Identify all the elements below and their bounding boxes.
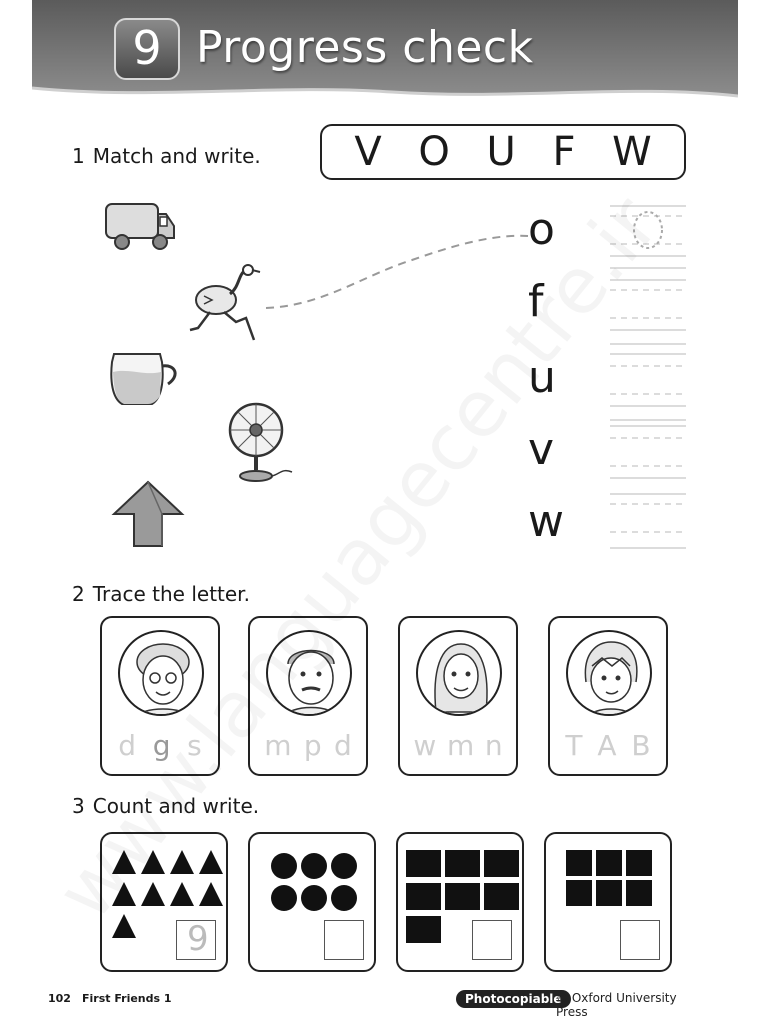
rectangle-shape [484,850,519,877]
letter-choice: A [597,729,617,762]
circle-shape [331,885,357,911]
trace-card [398,616,518,776]
match-letter: f [528,276,544,327]
answer-box[interactable] [620,920,660,960]
letter-choice: n [484,729,503,762]
book-title: First Friends 1 [82,992,172,1005]
section-2-instruction: Trace the letter. [92,582,250,606]
rectangle-shape [484,883,519,910]
photocopiable-badge: Photocopiable [456,990,571,1008]
woman-portrait [416,630,502,716]
letter-bank-item: F [552,129,576,175]
rectangle-shape [406,850,441,877]
match-letter: w [528,496,564,547]
letter-choice: w [413,729,437,762]
circle-shape [331,853,357,879]
square-shape [596,850,622,876]
letter-choices [400,729,516,762]
letter-choice: d [118,729,137,762]
page-header [32,0,738,104]
publisher: © Oxford University Press [556,991,677,1019]
traced-answer: 9 [187,919,209,959]
letter-choice: s [187,729,202,762]
square-shape [596,880,622,906]
triangle-shape [170,882,194,906]
fan-picture [226,396,296,486]
letter-choice: p [303,729,322,762]
section-1-instruction: Match and write. [92,144,261,168]
match-letter: v [528,424,555,475]
letter-choice: d [334,729,352,762]
letter-bank-item: W [612,129,652,175]
match-letter: u [528,352,556,403]
circle-shape [301,885,327,911]
triangle-shape [199,882,223,906]
unit-number-badge: 9 [114,18,180,80]
section-1-number: 1 [72,144,85,168]
section-1-heading [72,144,261,168]
count-card-circles [248,832,376,972]
section-2-heading [72,582,250,606]
square-shape [566,850,592,876]
rectangle-shape [406,916,441,943]
section-3-number: 3 [72,794,85,818]
example-match-line [262,226,532,316]
up-arrow-picture [110,478,186,550]
count-card-rectangles [396,832,524,972]
van-picture [100,196,180,256]
page-number: 102 [48,992,71,1005]
section-2-number: 2 [72,582,85,606]
letter-choice-traced: g [152,729,171,762]
answer-box[interactable] [176,920,216,960]
girl-portrait [566,630,652,716]
jug-of-water-picture [108,346,184,410]
letter-choice: m [264,729,292,762]
letter-choice: m [446,729,475,762]
count-card-squares [544,832,672,972]
page-title: Progress check [196,22,534,73]
letter-bank-item: O [418,129,450,175]
section-3-instruction: Count and write. [92,794,260,818]
circle-shape [271,853,297,879]
page-footer [48,990,688,1019]
letter-bank-item: U [486,129,516,175]
circle-shape [301,853,327,879]
rectangle-shape [445,883,480,910]
letter-bank-item: V [354,129,382,175]
letter-choice: T [565,729,583,762]
rectangle-shape [445,850,480,877]
triangle-shape [199,850,223,874]
trace-card [548,616,668,776]
letter-bank [320,124,686,180]
answer-box[interactable] [324,920,364,960]
rectangle-shape [406,883,441,910]
circle-shape [271,885,297,911]
letter-choices [550,729,666,762]
square-shape [626,880,652,906]
answer-box[interactable] [472,920,512,960]
ostrich-picture [184,262,274,346]
match-letter: o [528,204,555,255]
square-shape [566,880,592,906]
letter-choice: B [631,729,651,762]
square-shape [626,850,652,876]
